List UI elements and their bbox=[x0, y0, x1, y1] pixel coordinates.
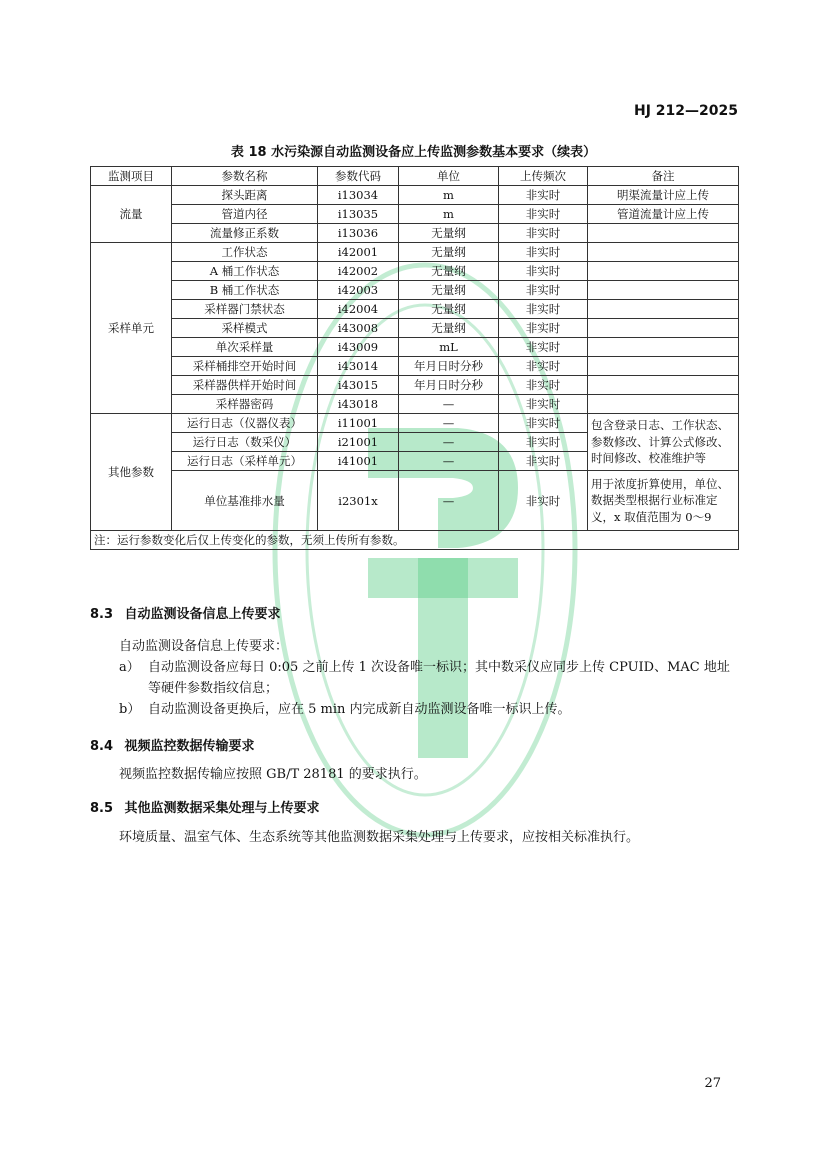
list-text: 自动监测设备应每日 0:05 之前上传 1 次设备唯一标识；其中数采仪应同步上传 CPUID、MAC 地址等硬件参数指纹信息； bbox=[148, 660, 730, 696]
param-name: 采样器门禁状态 bbox=[172, 300, 318, 319]
param-unit: 无量纲 bbox=[399, 243, 499, 262]
remark bbox=[588, 243, 739, 262]
param-code: i43008 bbox=[318, 319, 399, 338]
remark bbox=[588, 338, 739, 357]
section-8-4-text: 视频监控数据传输应按照 GB/T 28181 的要求执行。 bbox=[119, 767, 427, 782]
param-code: i42003 bbox=[318, 281, 399, 300]
param-name: 采样模式 bbox=[172, 319, 318, 338]
param-unit: — bbox=[399, 433, 499, 452]
remark: 管道流量计应上传 bbox=[588, 205, 739, 224]
upload-frequency: 非实时 bbox=[499, 471, 588, 531]
remark-log: 包含登录日志、工作状态、参数修改、计算公式修改、时间修改、校准维护等 bbox=[588, 414, 739, 471]
group-name: 流量 bbox=[91, 186, 172, 243]
list-marker: a） bbox=[119, 660, 140, 675]
param-name: 运行日志（仪器仪表） bbox=[172, 414, 318, 433]
param-name: 流量修正系数 bbox=[172, 224, 318, 243]
table-row bbox=[91, 300, 739, 319]
param-code: i42002 bbox=[318, 262, 399, 281]
upload-frequency: 非实时 bbox=[499, 281, 588, 300]
upload-frequency: 非实时 bbox=[499, 243, 588, 262]
param-code: i43009 bbox=[318, 338, 399, 357]
document-code: HJ 212—2025 bbox=[634, 103, 738, 119]
upload-frequency: 非实时 bbox=[499, 224, 588, 243]
param-code: i43015 bbox=[318, 376, 399, 395]
column-header: 监测项目 bbox=[91, 167, 172, 186]
page-number: 27 bbox=[704, 1076, 721, 1091]
remark bbox=[588, 224, 739, 243]
table-row bbox=[91, 262, 739, 281]
param-code: i21001 bbox=[318, 433, 399, 452]
remark bbox=[588, 319, 739, 338]
section-number: 8.3 bbox=[90, 607, 114, 622]
table-row bbox=[91, 395, 739, 414]
upload-frequency: 非实时 bbox=[499, 205, 588, 224]
remark bbox=[588, 281, 739, 300]
table-row bbox=[91, 319, 739, 338]
table-footnote: 注：运行参数变化后仅上传变化的参数，无须上传所有参数。 bbox=[91, 531, 739, 550]
upload-frequency: 非实时 bbox=[499, 395, 588, 414]
param-code: i13035 bbox=[318, 205, 399, 224]
upload-frequency: 非实时 bbox=[499, 414, 588, 433]
table-row bbox=[91, 186, 739, 205]
table-row bbox=[91, 471, 739, 531]
section-title: 视频监控数据传输要求 bbox=[124, 739, 255, 754]
param-name: 运行日志（数采仪） bbox=[172, 433, 318, 452]
param-code: i13034 bbox=[318, 186, 399, 205]
upload-frequency: 非实时 bbox=[499, 262, 588, 281]
list-item-a bbox=[119, 657, 738, 699]
list-item-b bbox=[119, 699, 738, 720]
column-header: 备注 bbox=[588, 167, 739, 186]
param-unit: 无量纲 bbox=[399, 224, 499, 243]
param-unit: 无量纲 bbox=[399, 300, 499, 319]
param-unit: 无量纲 bbox=[399, 262, 499, 281]
section-8-4-heading bbox=[90, 735, 255, 754]
section-8-5-heading bbox=[90, 797, 320, 816]
upload-frequency: 非实时 bbox=[499, 186, 588, 205]
remark bbox=[588, 395, 739, 414]
param-name: 探头距离 bbox=[172, 186, 318, 205]
section-title: 自动监测设备信息上传要求 bbox=[124, 607, 281, 622]
param-name: 采样器密码 bbox=[172, 395, 318, 414]
param-unit: 无量纲 bbox=[399, 319, 499, 338]
table-header-row bbox=[91, 167, 739, 186]
table-row bbox=[91, 414, 739, 433]
param-code: i43014 bbox=[318, 357, 399, 376]
param-name: 单次采样量 bbox=[172, 338, 318, 357]
param-code: i42004 bbox=[318, 300, 399, 319]
table-footnote-row bbox=[91, 531, 739, 550]
section-8-3-heading bbox=[90, 603, 281, 622]
param-unit: — bbox=[399, 452, 499, 471]
param-name: 单位基准排水量 bbox=[172, 471, 318, 531]
remark bbox=[588, 376, 739, 395]
param-name: 采样器供样开始时间 bbox=[172, 376, 318, 395]
section-number: 8.5 bbox=[90, 801, 114, 816]
table-row bbox=[91, 224, 739, 243]
group-name: 其他参数 bbox=[91, 414, 172, 531]
param-unit: 无量纲 bbox=[399, 281, 499, 300]
param-unit: — bbox=[399, 395, 499, 414]
table-row bbox=[91, 357, 739, 376]
param-unit: 年月日时分秒 bbox=[399, 357, 499, 376]
remark-base: 用于浓度折算使用，单位、数据类型根据行业标准定义，x 取值范围为 0～9 bbox=[588, 471, 739, 531]
section-8-3-intro: 自动监测设备信息上传要求： bbox=[119, 639, 289, 654]
param-unit: mL bbox=[399, 338, 499, 357]
param-code: i13036 bbox=[318, 224, 399, 243]
table-row bbox=[91, 281, 739, 300]
upload-frequency: 非实时 bbox=[499, 452, 588, 471]
upload-frequency: 非实时 bbox=[499, 300, 588, 319]
param-unit: — bbox=[399, 471, 499, 531]
parameter-table bbox=[90, 166, 739, 550]
param-code: i11001 bbox=[318, 414, 399, 433]
param-name: A 桶工作状态 bbox=[172, 262, 318, 281]
table-row bbox=[91, 243, 739, 262]
param-name: 运行日志（采样单元） bbox=[172, 452, 318, 471]
param-code: i43018 bbox=[318, 395, 399, 414]
param-code: i2301x bbox=[318, 471, 399, 531]
remark bbox=[588, 262, 739, 281]
remark bbox=[588, 300, 739, 319]
upload-frequency: 非实时 bbox=[499, 357, 588, 376]
table-row bbox=[91, 338, 739, 357]
section-number: 8.4 bbox=[90, 739, 114, 754]
column-header: 参数名称 bbox=[172, 167, 318, 186]
section-8-5-text: 环境质量、温室气体、生态系统等其他监测数据采集处理与上传要求，应按相关标准执行。 bbox=[119, 830, 640, 845]
section-title: 其他监测数据采集处理与上传要求 bbox=[124, 801, 320, 816]
param-unit: m bbox=[399, 186, 499, 205]
column-header: 上传频次 bbox=[499, 167, 588, 186]
param-name: 工作状态 bbox=[172, 243, 318, 262]
table-row bbox=[91, 376, 739, 395]
param-unit: 年月日时分秒 bbox=[399, 376, 499, 395]
param-unit: m bbox=[399, 205, 499, 224]
table-caption: 表 18 水污染源自动监测设备应上传监测参数基本要求（续表） bbox=[230, 145, 597, 160]
param-unit: — bbox=[399, 414, 499, 433]
upload-frequency: 非实时 bbox=[499, 433, 588, 452]
list-marker: b） bbox=[119, 702, 141, 717]
upload-frequency: 非实时 bbox=[499, 338, 588, 357]
param-name: B 桶工作状态 bbox=[172, 281, 318, 300]
upload-frequency: 非实时 bbox=[499, 376, 588, 395]
list-text: 自动监测设备更换后，应在 5 min 内完成新自动监测设备唯一标识上传。 bbox=[148, 702, 571, 717]
remark: 明渠流量计应上传 bbox=[588, 186, 739, 205]
group-name: 采样单元 bbox=[91, 243, 172, 414]
column-header: 单位 bbox=[399, 167, 499, 186]
param-code: i42001 bbox=[318, 243, 399, 262]
param-code: i41001 bbox=[318, 452, 399, 471]
table-row bbox=[91, 205, 739, 224]
remark bbox=[588, 357, 739, 376]
param-name: 管道内径 bbox=[172, 205, 318, 224]
param-name: 采样桶排空开始时间 bbox=[172, 357, 318, 376]
column-header: 参数代码 bbox=[318, 167, 399, 186]
upload-frequency: 非实时 bbox=[499, 319, 588, 338]
